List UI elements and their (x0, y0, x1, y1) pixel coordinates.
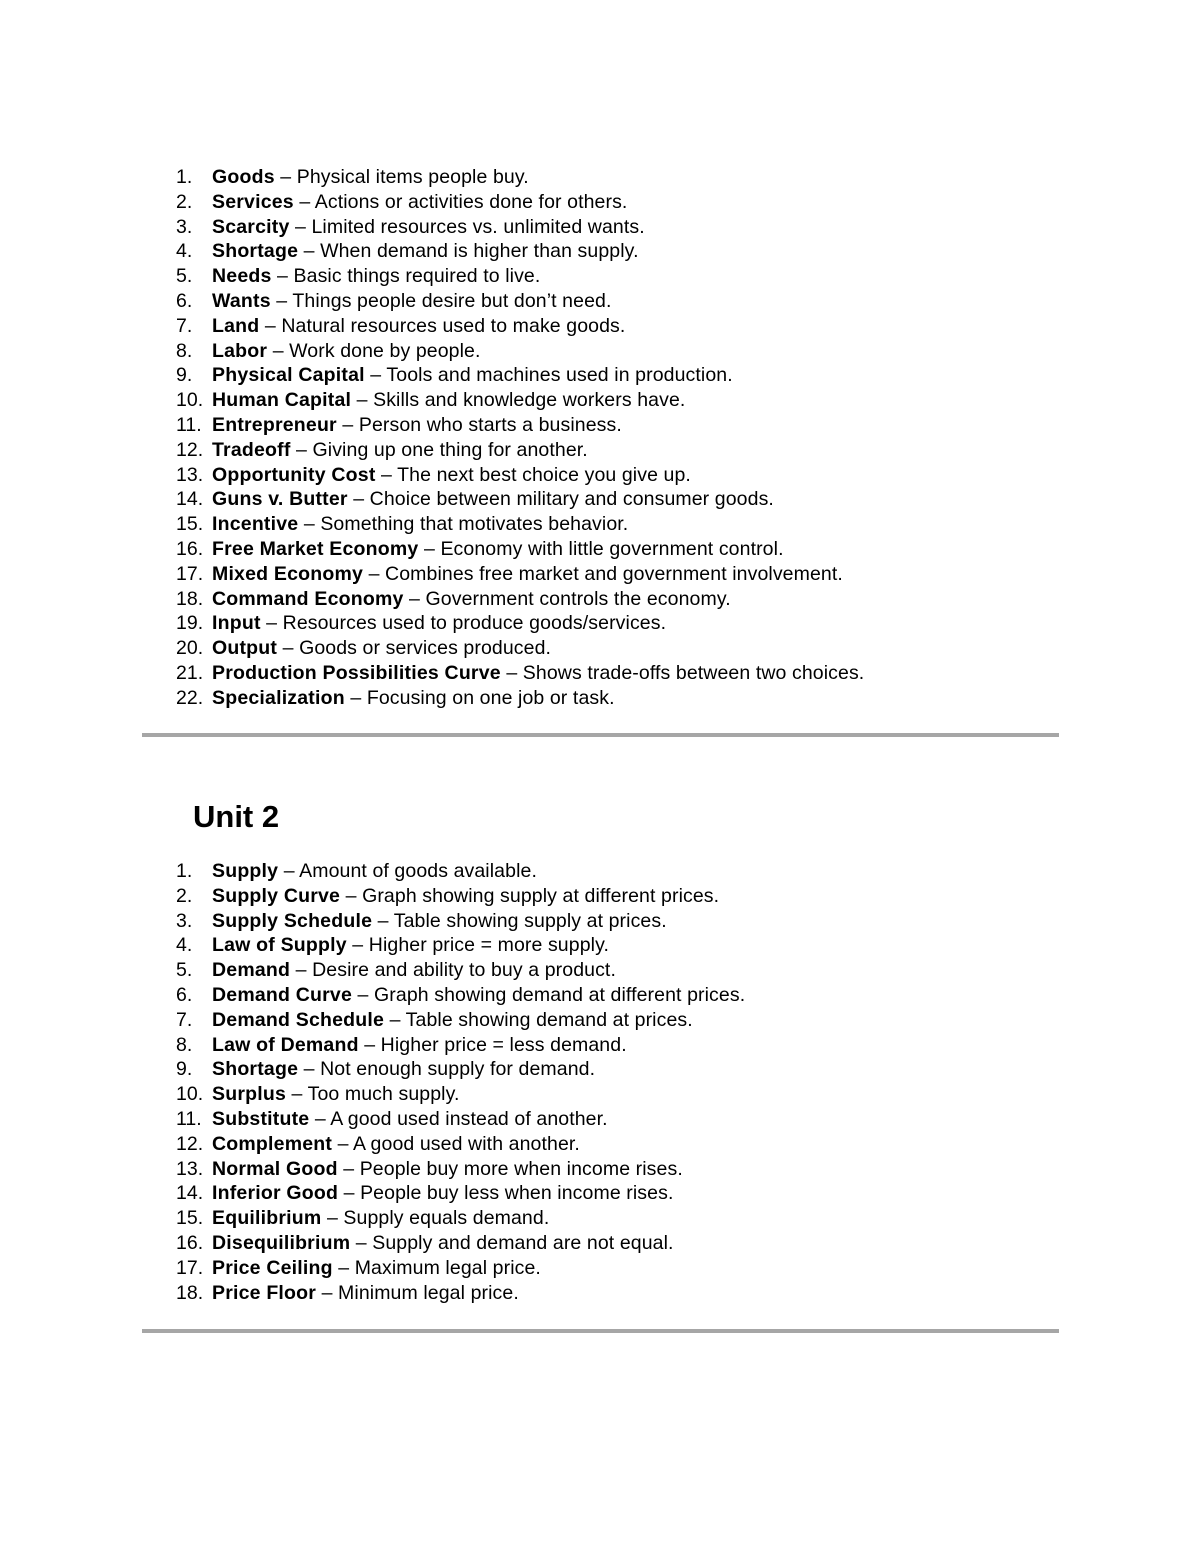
term-definition: – The next best choice you give up. (375, 463, 691, 486)
item-text (212, 388, 685, 413)
term-definition: – Choice between military and consumer goods. (347, 488, 774, 511)
item-text (212, 884, 719, 909)
item-number: 6. (176, 289, 193, 312)
item-number: 14. (176, 488, 204, 511)
item-number: 17. (176, 562, 204, 585)
term-name: Demand (212, 959, 291, 982)
item-text (212, 438, 588, 463)
term-definition: – Higher price = more supply. (346, 934, 609, 957)
item-number: 15. (176, 1207, 204, 1230)
item-number: 13. (176, 463, 204, 486)
term-definition: – Minimum legal price. (316, 1281, 519, 1304)
term-definition: – Desire and ability to buy a product. (290, 959, 616, 982)
term-name: Tradeoff (212, 438, 291, 461)
item-text (212, 1206, 549, 1231)
term-definition: – Goods or services produced. (277, 637, 552, 660)
term-name: Supply (212, 860, 279, 882)
term-name: Price Ceiling (212, 1256, 333, 1279)
term-name: Disequilibrium (212, 1231, 351, 1254)
term-name: Guns v. Butter (212, 488, 348, 511)
item-text (212, 363, 733, 388)
item-number: 19. (176, 612, 204, 635)
term-name: Supply Curve (212, 884, 341, 907)
term-name: Price Floor (212, 1281, 317, 1304)
term-definition: – When demand is higher than supply. (298, 240, 639, 263)
item-number: 14. (176, 1182, 204, 1205)
item-number: 1. (176, 166, 193, 188)
term-name: Supply Schedule (212, 909, 373, 932)
term-definition: – Amount of goods available. (278, 860, 537, 882)
item-number: 1. (176, 860, 193, 882)
item-text (212, 463, 691, 488)
term-definition: – Basic things required to live. (271, 265, 541, 288)
item-number: 10. (176, 389, 204, 412)
item-text (212, 1231, 674, 1256)
item-text (212, 1181, 673, 1206)
term-name: Scarcity (212, 215, 290, 238)
term-name: Shortage (212, 240, 299, 263)
item-text (212, 661, 864, 686)
item-text (212, 289, 611, 314)
term-definition: – Things people desire but don’t need. (270, 289, 612, 312)
item-number: 9. (176, 364, 193, 387)
term-name: Free Market Economy (212, 537, 419, 560)
item-text (212, 512, 628, 537)
term-definition: – People buy less when income rises. (338, 1182, 674, 1205)
item-text (212, 1132, 580, 1157)
term-name: Mixed Economy (212, 562, 364, 585)
item-number: 5. (176, 265, 193, 288)
item-number: 13. (176, 1157, 204, 1180)
term-name: Incentive (212, 513, 299, 536)
term-name: Complement (212, 1132, 333, 1155)
term-definition: – Giving up one thing for another. (290, 438, 588, 461)
item-number: 7. (176, 1008, 193, 1031)
term-name: Production Possibilities Curve (212, 661, 501, 684)
term-name: Entrepreneur (212, 413, 337, 436)
term-name: Command Economy (212, 587, 404, 610)
item-text (212, 1033, 627, 1058)
item-text (212, 1256, 541, 1281)
term-name: Physical Capital (212, 364, 365, 387)
term-name: Human Capital (212, 389, 352, 412)
term-definition: – Resources used to produce goods/services. (260, 612, 667, 635)
term-name: Wants (212, 289, 271, 312)
item-text (212, 1157, 683, 1182)
term-name: Demand Curve (212, 983, 353, 1006)
term-name: Services (212, 190, 294, 213)
item-number: 3. (176, 215, 193, 238)
item-text (212, 909, 667, 934)
item-text (212, 1082, 460, 1107)
item-text (212, 314, 625, 339)
term-definition: – Shows trade-offs between two choices. (500, 661, 865, 684)
item-text (212, 562, 843, 587)
item-number: 4. (176, 240, 193, 263)
item-number: 16. (176, 537, 204, 560)
term-name: Land (212, 314, 260, 337)
term-definition: – Actions or activities done for others. (293, 190, 628, 213)
item-number: 10. (176, 1083, 204, 1106)
item-number: 12. (176, 1132, 204, 1155)
term-name: Law of Supply (212, 934, 347, 957)
term-definition: – Skills and knowledge workers have. (351, 389, 686, 412)
term-definition: – People buy more when income rises. (337, 1157, 683, 1180)
term-name: Needs (212, 265, 272, 288)
item-text (212, 1008, 693, 1033)
item-number: 7. (176, 314, 193, 337)
item-number: 5. (176, 959, 193, 982)
term-definition: – Not enough supply for demand. (298, 1058, 596, 1081)
item-text (212, 264, 540, 289)
item-text (212, 190, 627, 215)
term-definition: – Too much supply. (286, 1083, 460, 1106)
term-definition: – Tools and machines used in production. (364, 364, 733, 387)
term-definition: – Economy with little government control. (418, 537, 784, 560)
item-number: 16. (176, 1231, 204, 1254)
item-number: 18. (176, 587, 204, 610)
term-definition: – Supply equals demand. (321, 1207, 550, 1230)
term-definition: – Physical items people buy. (274, 166, 529, 188)
term-definition: – Limited resources vs. unlimited wants. (289, 215, 645, 238)
item-text (212, 215, 645, 240)
section-divider (142, 1329, 1059, 1333)
item-text (212, 686, 615, 711)
item-number: 11. (176, 413, 202, 436)
item-text (212, 487, 774, 512)
item-number: 8. (176, 1033, 193, 1056)
term-definition: – A good used with another. (332, 1132, 580, 1155)
item-text (212, 611, 666, 636)
term-definition: – Graph showing demand at different prices. (352, 983, 746, 1006)
item-number: 20. (176, 637, 204, 660)
term-name: Demand Schedule (212, 1008, 385, 1031)
term-name: Specialization (212, 686, 345, 709)
term-name: Output (212, 637, 278, 660)
item-number: 9. (176, 1058, 193, 1081)
term-definition: – Something that motivates behavior. (298, 513, 629, 536)
term-definition: – Natural resources used to make goods. (259, 314, 626, 337)
item-text (212, 958, 616, 983)
item-number: 6. (176, 983, 193, 1006)
item-text (212, 537, 784, 562)
item-number: 17. (176, 1256, 204, 1279)
item-text (212, 239, 639, 264)
item-number: 2. (176, 190, 193, 213)
item-text (212, 413, 622, 438)
term-definition: – Work done by people. (267, 339, 481, 362)
item-text (212, 933, 609, 958)
item-number: 21. (176, 661, 204, 684)
item-text (212, 1281, 519, 1306)
term-name: Shortage (212, 1058, 299, 1081)
item-number: 4. (176, 934, 193, 957)
term-definition: – Focusing on one job or task. (344, 686, 615, 709)
term-definition: – Person who starts a business. (336, 413, 622, 436)
item-number: 11. (176, 1107, 202, 1130)
term-name: Goods (212, 166, 275, 188)
item-text (212, 859, 537, 884)
item-number: 2. (176, 884, 193, 907)
item-text (212, 1057, 595, 1082)
item-number: 8. (176, 339, 193, 362)
term-name: Law of Demand (212, 1033, 359, 1056)
item-number: 18. (176, 1281, 204, 1304)
term-name: Normal Good (212, 1157, 338, 1180)
term-definition: – Government controls the economy. (403, 587, 731, 610)
term-name: Labor (212, 339, 268, 362)
term-definition: – Table showing demand at prices. (384, 1008, 693, 1031)
item-number: 15. (176, 513, 204, 536)
section-divider (142, 733, 1059, 737)
term-name: Substitute (212, 1107, 310, 1130)
item-text (212, 165, 529, 190)
unit2-heading: Unit 2 (193, 799, 280, 834)
item-text (212, 1107, 608, 1132)
term-name: Surplus (212, 1083, 286, 1106)
term-name: Opportunity Cost (212, 463, 376, 486)
item-number: 3. (176, 909, 193, 932)
term-definition: – Graph showing supply at different prices. (340, 884, 720, 907)
term-definition: – Table showing supply at prices. (372, 909, 667, 932)
term-definition: – A good used instead of another. (309, 1107, 608, 1130)
term-name: Inferior Good (212, 1182, 339, 1205)
term-definition: – Combines free market and government involvement. (363, 562, 843, 585)
term-definition: – Maximum legal price. (332, 1256, 541, 1279)
term-name: Equilibrium (212, 1207, 322, 1230)
item-number: 22. (176, 686, 204, 709)
term-name: Input (212, 612, 261, 635)
item-text (212, 339, 481, 364)
item-text (212, 636, 551, 661)
item-number: 12. (176, 438, 204, 461)
item-text (212, 587, 731, 612)
item-text (212, 983, 745, 1008)
term-definition: – Supply and demand are not equal. (350, 1231, 674, 1254)
term-definition: – Higher price = less demand. (358, 1033, 627, 1056)
